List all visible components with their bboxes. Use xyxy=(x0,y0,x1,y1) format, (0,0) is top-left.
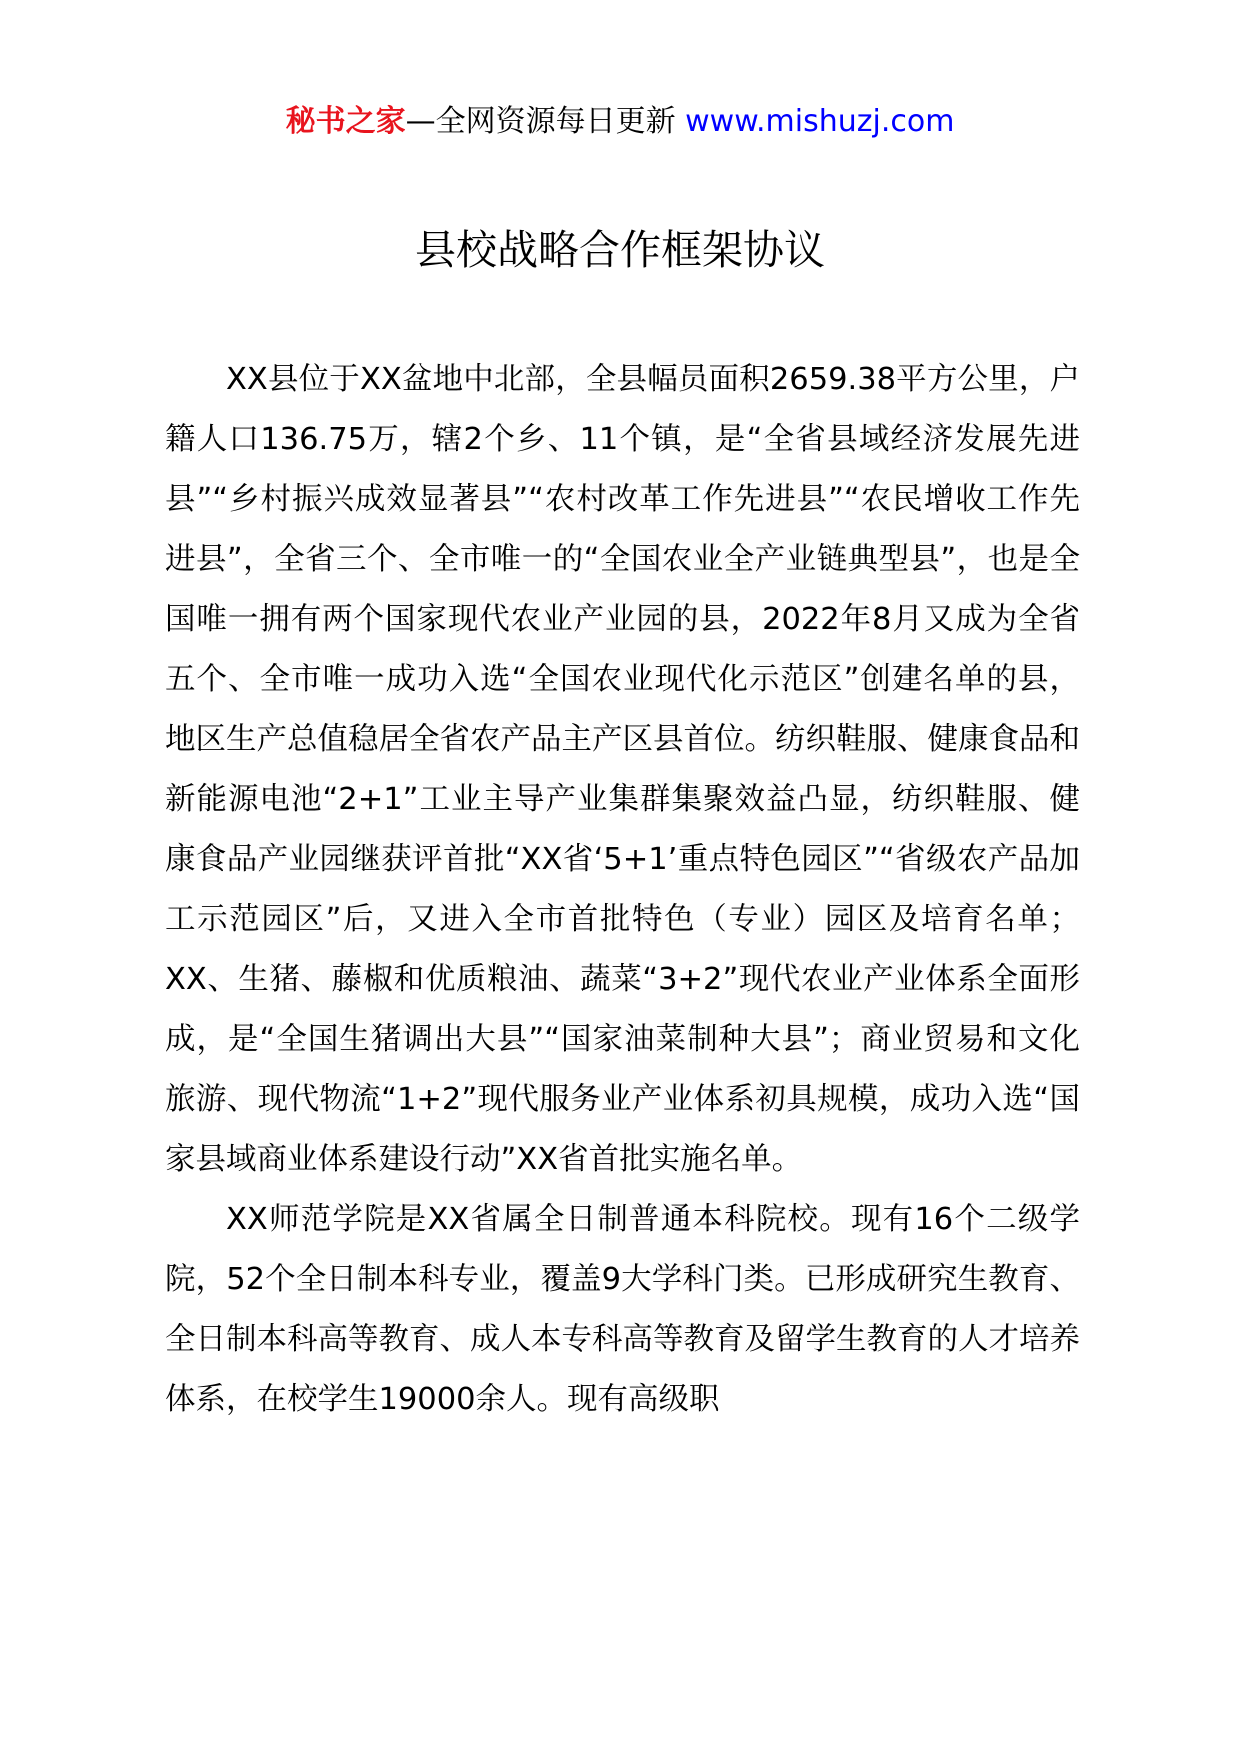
document-body xyxy=(165,350,1080,1430)
site-header xyxy=(0,100,1240,144)
document-title: 县校战略合作框架协议 xyxy=(415,226,825,274)
brand-name: 秘书之家 xyxy=(285,104,406,139)
site-url-link[interactable]: www.mishuzj.com xyxy=(685,104,955,139)
site-slogan: —全网资源每日更新 xyxy=(405,104,676,139)
paragraph-county-intro: XX县位于XX盆地中北部，全县幅员面积2659.38平方公里，户籍人口136.75万，辖2个乡、11个镇，是“全省县域经济发展先进县”“乡村振兴成效显著县”“农村改革工作先进县”“农民增收工作先进县”，全省三个、全市唯一的“全国农业全产业链典型县”，也是全国唯一拥有两个国家现代农业产业园的县，2022年8月又成为全省五个、全市唯一成功入选“全国农业现代化示范区”创建名单的县，地区生产总值稳居全省农产品主产区县首位。纺织鞋服、健康食品和新能源电池“2+1”工业主导产业集群集聚效益凸显，纺织鞋服、健康食品产业园继获评首批“XX省‘5+1’重点特色园区”“省级农产品加工示范园区”后，又进入全市首批特色（专业）园区及培育名单；XX、生猪、藤椒和优质粮油、蔬菜“3+2”现代农业产业体系全面形成，是“全国生猪调出大县”“国家油菜制种大县”；商业贸易和文化旅游、现代物流“1+2”现代服务业产业体系初具规模，成功入选“国家县域商业体系建设行动”XX省首批实施名单。 xyxy=(165,362,1080,1177)
paragraph-college-intro: XX师范学院是XX省属全日制普通本科院校。现有16个二级学院，52个全日制本科专业，覆盖9大学科门类。已形成研究生教育、全日制本科高等教育、成人本专科高等教育及留学生教育的人才培养体系，在校学生19000余人。现有高级职 xyxy=(165,1202,1080,1417)
